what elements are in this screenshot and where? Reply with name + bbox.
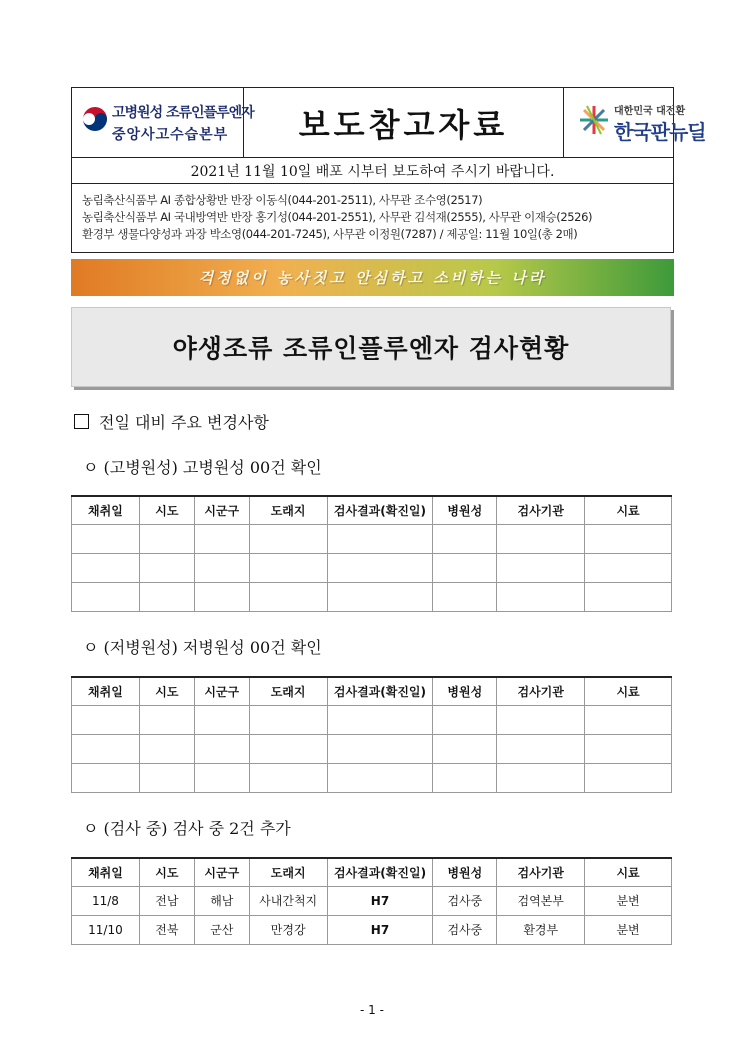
table-row [72, 763, 672, 792]
press-header [71, 87, 706, 253]
col-header: 시료 [585, 677, 672, 705]
col-header: 도래지 [249, 858, 327, 886]
table-row [72, 553, 672, 582]
cell-district: 군산 [194, 915, 249, 944]
korea-taegeuk-emblem-icon [80, 104, 110, 134]
col-header: 시도 [139, 496, 194, 524]
slogan-text: 걱정없이 농사짓고 안심하고 소비하는 나라 [198, 269, 547, 287]
high-path-heading: ㅇ (고병원성) 고병원성 00건 확인 [83, 458, 322, 477]
cell-sample: 분변 [585, 886, 672, 915]
testing-heading: ㅇ (검사 중) 검사 중 2건 추가 [83, 819, 291, 838]
newdeal-logo-cell [564, 88, 706, 158]
col-header: 채취일 [72, 858, 140, 886]
cell-date: 11/10 [72, 915, 140, 944]
col-header: 시도 [139, 677, 194, 705]
col-header: 시군구 [194, 496, 249, 524]
col-header: 검사기관 [497, 858, 585, 886]
col-header: 시군구 [194, 677, 249, 705]
col-header: 병원성 [433, 858, 497, 886]
table-header-row [72, 677, 672, 705]
contact-line: 농림축산식품부 AI 종합상황반 반장 이동식(044-201-2511), 사무관 조수영(2517) [82, 193, 483, 207]
cell-date: 11/8 [72, 886, 140, 915]
col-header: 채취일 [72, 496, 140, 524]
col-header: 도래지 [249, 496, 327, 524]
col-header: 검사결과(확진일) [327, 496, 433, 524]
low-path-table [71, 676, 672, 793]
col-header: 검사결과(확진일) [327, 677, 433, 705]
col-header: 도래지 [249, 677, 327, 705]
testing-table [71, 857, 672, 945]
contact-list [82, 192, 592, 243]
cell-province: 전남 [139, 886, 194, 915]
table-header-row [72, 496, 672, 524]
cell-pathogenicity: 검사중 [433, 915, 497, 944]
table-row [72, 915, 672, 944]
col-header: 병원성 [433, 677, 497, 705]
table-row [72, 886, 672, 915]
table-header-row [72, 858, 672, 886]
newdeal-name: 한국판뉴딜 [614, 120, 706, 144]
org-name-line1: 고병원성 조류인플루엔자 [112, 105, 254, 121]
col-header: 시군구 [194, 858, 249, 886]
org-name-line2: 중앙사고수습본부 [112, 127, 229, 143]
high-path-table [71, 495, 672, 612]
cell-pathogenicity: 검사중 [433, 886, 497, 915]
release-notice: 2021년 11월 10일 배포 시부터 보도하여 주시기 바랍니다. [72, 158, 673, 184]
slogan-banner [71, 259, 674, 296]
cell-sample: 분변 [585, 915, 672, 944]
section-heading-text: 전일 대비 주요 변경사항 [99, 413, 269, 432]
table-row [72, 705, 672, 734]
cell-result: H7 [327, 915, 433, 944]
contact-line: 환경부 생물다양성과 과장 박소영(044-201-7245), 사무관 이정원(7287) / 제공일: 11월 10일(총 2매) [82, 227, 578, 241]
newdeal-tagline: 대한민국 대전환 [614, 106, 686, 117]
col-header: 시료 [585, 496, 672, 524]
cell-site: 만경강 [249, 915, 327, 944]
contact-line: 농림축산식품부 AI 국내방역반 반장 홍기성(044-201-2551), 사무관 김석재(2555), 사무관 이재승(2526) [82, 210, 593, 224]
doc-type-title: 보도참고자료 [298, 106, 509, 144]
col-header: 시료 [585, 858, 672, 886]
col-header: 검사결과(확진일) [327, 858, 433, 886]
col-header: 채취일 [72, 677, 140, 705]
cell-district: 해남 [194, 886, 249, 915]
title-box [71, 307, 671, 387]
cell-site: 사내간척지 [249, 886, 327, 915]
header-top-row [72, 88, 706, 158]
col-header: 검사기관 [497, 496, 585, 524]
section-heading [74, 410, 269, 433]
low-path-heading: ㅇ (저병원성) 저병원성 00건 확인 [83, 638, 322, 657]
col-header: 병원성 [433, 496, 497, 524]
col-header: 검사기관 [497, 677, 585, 705]
cell-agency: 환경부 [497, 915, 585, 944]
org-logo-cell [72, 88, 254, 158]
page-number: - 1 - [360, 1003, 384, 1017]
cell-result: H7 [327, 886, 433, 915]
cell-province: 전북 [139, 915, 194, 944]
table-row [72, 524, 672, 553]
cell-agency: 검역본부 [497, 886, 585, 915]
page-title: 야생조류 조류인플루엔자 검사현황 [172, 334, 570, 363]
newdeal-star-logo-icon [576, 102, 612, 138]
doc-type-cell [244, 88, 564, 158]
col-header: 시도 [139, 858, 194, 886]
table-row [72, 734, 672, 763]
table-row [72, 582, 672, 611]
square-bullet-icon [74, 414, 89, 429]
